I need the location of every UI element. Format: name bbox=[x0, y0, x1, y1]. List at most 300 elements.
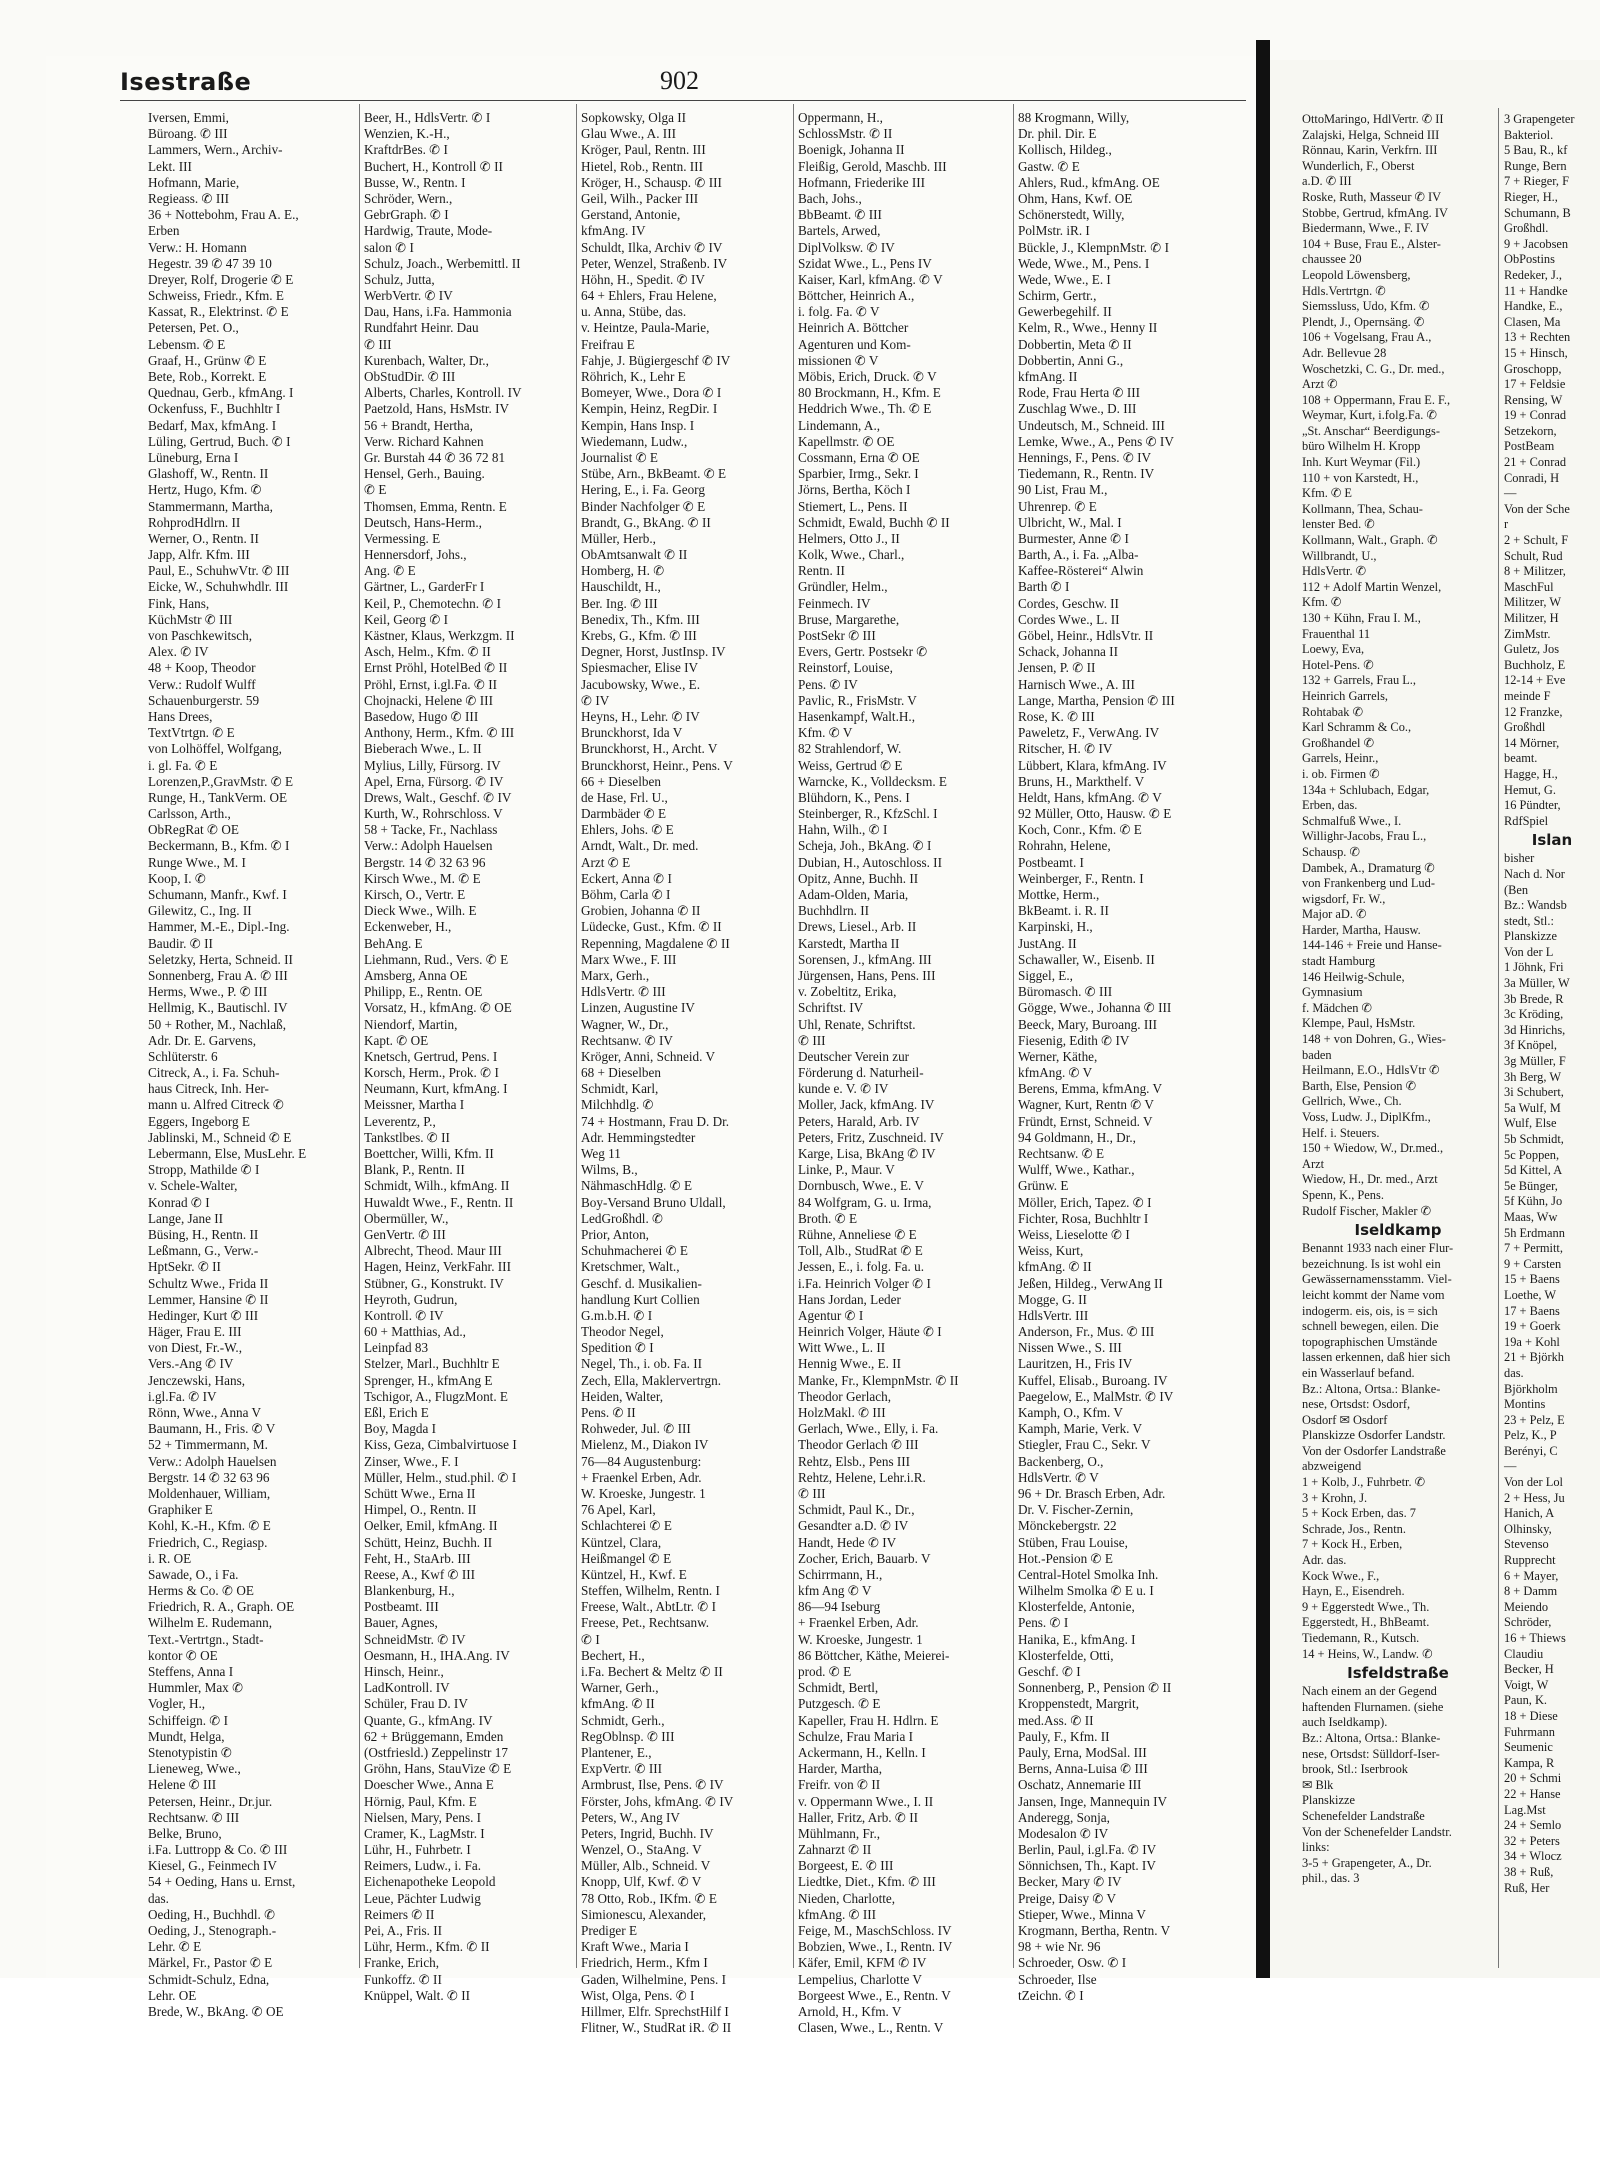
directory-entry: (Ben bbox=[1504, 882, 1529, 897]
directory-entry: Wenzel, O., StaAng. V bbox=[581, 1842, 702, 1858]
directory-entry: Rechtsanw. ✆ IV bbox=[581, 1032, 673, 1048]
directory-entry: Kamph, O., Kfm. V bbox=[1018, 1405, 1123, 1420]
directory-entry: Kock Wwe., F., bbox=[1302, 1568, 1380, 1583]
directory-entry: DiplVolksw. ✆ IV bbox=[798, 239, 895, 255]
directory-entry: Planskizze Osdorfer Landstr. bbox=[1302, 1428, 1446, 1443]
directory-entry: Schmidt, Paul K., Dr., bbox=[798, 1502, 915, 1518]
directory-entry: Ehlers, Johs. ✆ E bbox=[581, 822, 674, 838]
directory-entry: Lühr, H., Fuhrbetr. I bbox=[364, 1842, 471, 1858]
directory-entry: Fichter, Rosa, Buchhltr I bbox=[1018, 1210, 1149, 1226]
directory-entry: Alex. ✆ IV bbox=[148, 644, 209, 660]
directory-entry: Heldt, Hans, kfmAng. ✆ V bbox=[1018, 789, 1162, 805]
directory-entry: Voigt, W bbox=[1504, 1677, 1549, 1692]
directory-entry: Koop, I. ✆ bbox=[148, 870, 206, 886]
directory-entry: Konrad ✆ I bbox=[148, 1194, 210, 1210]
directory-entry: Pens. ✆ IV bbox=[798, 676, 858, 692]
directory-entry: Bomeyer, Wwe., Dora ✆ I bbox=[581, 385, 722, 401]
directory-entry: Sönnichsen, Th., Kapt. IV bbox=[1018, 1858, 1156, 1874]
directory-entry: ✉ Blk bbox=[1302, 1777, 1334, 1792]
directory-entry: Büsing, H., Rentn. II bbox=[148, 1226, 259, 1242]
directory-entry: Möbis, Erich, Druck. ✆ V bbox=[798, 369, 937, 384]
directory-entry: Meissner, Martha I bbox=[364, 1097, 465, 1113]
directory-entry: Spiesmacher, Elise IV bbox=[581, 660, 699, 676]
directory-entry: 16 + Thiews bbox=[1504, 1631, 1566, 1645]
directory-entry: Ohm, Hans, Kwf. OE bbox=[1018, 190, 1133, 206]
directory-entry: Kröger, H., Schausp. ✆ III bbox=[581, 174, 722, 190]
column-divider bbox=[793, 104, 794, 1968]
directory-entry: Pens. ✆ I bbox=[1018, 1615, 1069, 1631]
directory-entry: Lübbert, Klara, kfmAng. IV bbox=[1018, 757, 1167, 773]
directory-entry: v. Zobeltitz, Erika, bbox=[798, 984, 897, 1000]
directory-entry: Berens, Emma, kfmAng. V bbox=[1018, 1081, 1163, 1097]
directory-entry: Kempin, Heinz, RegDir. I bbox=[581, 401, 718, 417]
directory-entry: Burmester, Anne ✆ I bbox=[1018, 530, 1129, 546]
directory-entry: GenVertr. ✆ III bbox=[364, 1226, 446, 1242]
directory-entry: Agenturen und Kom- bbox=[798, 336, 911, 352]
directory-entry: Kästner, Klaus, Werkzgm. II bbox=[364, 628, 515, 643]
directory-entry: Moller, Jack, kfmAng. IV bbox=[798, 1097, 935, 1113]
directory-entry: Sprenger, H., kfmAng E bbox=[364, 1372, 493, 1388]
directory-entry: 132 + Garrels, Frau L., bbox=[1302, 673, 1417, 688]
directory-entry: Postbeamt. III bbox=[364, 1599, 439, 1615]
directory-entry: Rönnau, Karin, Verkfrn. III bbox=[1302, 143, 1438, 158]
directory-entry: nese, Ortsdst: Sülldorf-Iser- bbox=[1302, 1746, 1440, 1761]
directory-entry: brook, Stl.: Iserbrook bbox=[1302, 1762, 1408, 1777]
directory-entry: Witt Wwe., L. II bbox=[798, 1340, 886, 1356]
directory-entry: Carlsson, Arth., bbox=[148, 806, 231, 822]
directory-entry: Graaf, H., Grünw ✆ E bbox=[148, 352, 267, 368]
directory-entry: MaschFul bbox=[1504, 579, 1554, 594]
directory-entry: Preige, Daisy ✆ V bbox=[1018, 1890, 1116, 1906]
directory-entry: Verw.: Adolph Hauelsen bbox=[148, 1453, 277, 1469]
directory-entry: Barth ✆ I bbox=[1018, 579, 1070, 595]
directory-entry: 8 + Militzer, bbox=[1504, 564, 1566, 579]
directory-entry: Bedarf, Max, kfmAng. I bbox=[148, 417, 277, 433]
directory-entry: Kolk, Wwe., Charl., bbox=[798, 547, 905, 563]
directory-entry: Kretschmer, Walt., bbox=[581, 1259, 680, 1275]
directory-entry: i.Fa. Luttropp & Co. ✆ III bbox=[148, 1842, 288, 1858]
directory-entry: Kfm. ✆ bbox=[1302, 595, 1342, 610]
directory-entry: Oschatz, Annemarie III bbox=[1018, 1777, 1142, 1793]
directory-entry: Hayn, E., Eisendreh. bbox=[1302, 1584, 1405, 1599]
directory-entry: Himpel, O., Rentn. II bbox=[364, 1502, 477, 1518]
directory-entry: Nach einem an der Gegend bbox=[1302, 1684, 1437, 1699]
directory-entry: 68 + Dieselben bbox=[581, 1065, 661, 1081]
directory-entry: Stenotypistin ✆ bbox=[148, 1744, 232, 1760]
directory-entry: Montins bbox=[1504, 1397, 1546, 1412]
directory-entry: Setzekorn, bbox=[1504, 423, 1557, 438]
directory-entry: JustAng. II bbox=[1018, 935, 1077, 951]
directory-entry: HdlsVertr. ✆ III bbox=[581, 984, 666, 1000]
directory-entry: Hering, E., i. Fa. Georg bbox=[581, 482, 705, 498]
directory-entry: Drews, Walt., Geschf. ✆ IV bbox=[364, 789, 512, 805]
directory-entry: Rudolf Fischer, Makler ✆ bbox=[1302, 1203, 1431, 1218]
directory-entry: Groschopp, bbox=[1504, 361, 1562, 376]
directory-entry: ✆ III bbox=[798, 1485, 826, 1501]
directory-entry: Beeck, Mary, Buroang. III bbox=[1018, 1016, 1158, 1032]
directory-entry: Förster, Johs, kfmAng. ✆ IV bbox=[581, 1793, 734, 1809]
column-divider bbox=[359, 104, 360, 1968]
directory-entry: Heinrich A. Böttcher bbox=[798, 320, 909, 336]
directory-entry: Degner, Horst, JustInsp. IV bbox=[581, 644, 726, 660]
directory-entry: Lemmer, Hansine ✆ II bbox=[148, 1291, 269, 1307]
directory-entry: Boenigk, Johanna II bbox=[798, 142, 905, 158]
directory-entry: Grobien, Johanna ✆ II bbox=[581, 903, 701, 919]
directory-entry: Tiedemann, R., Kutsch. bbox=[1302, 1631, 1420, 1645]
directory-entry: Prior, Anton, bbox=[581, 1226, 649, 1242]
directory-entry: Willighr-Jacobs, Frau L., bbox=[1302, 829, 1427, 844]
directory-entry: Regieass. ✆ III bbox=[148, 190, 229, 206]
directory-entry: Stevenso bbox=[1504, 1537, 1549, 1552]
directory-entry: Loethe, W bbox=[1504, 1287, 1557, 1302]
directory-entry: Simionescu, Alexander, bbox=[581, 1906, 707, 1922]
directory-entry: 8 + Damm bbox=[1504, 1584, 1558, 1599]
directory-entry: Stieper, Wwe., Minna V bbox=[1018, 1906, 1146, 1922]
directory-entry: Lüneburg, Erna I bbox=[148, 449, 239, 465]
directory-entry: Thomsen, Emma, Rentn. E bbox=[364, 498, 507, 514]
directory-entry: Repenning, Magdalene ✆ II bbox=[581, 935, 730, 951]
directory-entry: Eggers, Ingeborg E bbox=[148, 1113, 250, 1129]
directory-entry: Conradi, H bbox=[1504, 470, 1560, 485]
directory-entry: Homberg, H. ✆ bbox=[581, 563, 665, 579]
directory-entry: Willbrandt, U., bbox=[1302, 548, 1377, 563]
directory-entry: Nissen Wwe., S. III bbox=[1018, 1340, 1122, 1356]
directory-entry: 3b Brede, R bbox=[1504, 991, 1564, 1006]
directory-entry: Vermessing. E bbox=[364, 530, 441, 546]
directory-entry: 21 + Björkh bbox=[1504, 1350, 1564, 1365]
directory-entry: BkBeamt. i. R. II bbox=[1018, 903, 1109, 919]
directory-entry: Verw.: Rudolf Wulff bbox=[148, 676, 256, 692]
directory-entry: Friedrich, C., Regiasp. bbox=[148, 1534, 268, 1550]
directory-entry: Schrade, Jos., Rentn. bbox=[1302, 1521, 1406, 1536]
directory-entry: Schack, Johanna II bbox=[1018, 644, 1118, 660]
directory-entry: Hietel, Rob., Rentn. III bbox=[581, 158, 703, 174]
directory-entry: Schmalfuß Wwe., I. bbox=[1302, 813, 1402, 828]
directory-entry: Heinrich Garrels, bbox=[1302, 688, 1389, 703]
directory-entry: Major aD. ✆ bbox=[1302, 907, 1367, 922]
directory-entry: Müller, Herb., bbox=[581, 530, 656, 546]
directory-entry: 86—94 Iseburg bbox=[798, 1599, 881, 1615]
directory-entry: baden bbox=[1302, 1047, 1332, 1062]
directory-entry: Kamph, Marie, Verk. V bbox=[1018, 1421, 1143, 1437]
directory-entry: Olhinsky, bbox=[1504, 1521, 1552, 1536]
directory-entry: Prediger E bbox=[581, 1923, 638, 1938]
directory-entry: Hanika, E., kfmAng. I bbox=[1018, 1631, 1136, 1647]
directory-entry: Peters, Harald, Arb. IV bbox=[798, 1113, 920, 1129]
directory-entry: Hammer, M.-E., Dipl.-Ing. bbox=[148, 919, 290, 935]
directory-entry: RohprodHdlrn. II bbox=[148, 514, 241, 530]
directory-entry: ein Wasserlauf befand. bbox=[1302, 1365, 1415, 1380]
directory-entry: Kfm. ✆ E bbox=[1302, 486, 1352, 501]
directory-entry: Wulf, Else bbox=[1504, 1116, 1557, 1131]
directory-entry: SchneidMstr. ✆ IV bbox=[364, 1631, 466, 1647]
directory-entry: PolMstr. iR. I bbox=[1018, 223, 1090, 239]
directory-entry: Leinpfad 83 bbox=[364, 1340, 429, 1356]
column-divider bbox=[1498, 108, 1499, 1968]
directory-entry: Rechtsanw. ✆ III bbox=[148, 1809, 240, 1825]
directory-entry: Ulbricht, W., Mal. I bbox=[1018, 514, 1122, 530]
directory-entry: 20 + Schmi bbox=[1504, 1771, 1562, 1786]
directory-entry: Schenefelder Landstraße bbox=[1302, 1808, 1425, 1823]
directory-entry: Kiss, Geza, Cimbalvirtuose I bbox=[364, 1437, 517, 1453]
directory-entry: Cossmann, Erna ✆ OE bbox=[798, 449, 920, 465]
directory-entry: Büroang. ✆ III bbox=[148, 126, 228, 142]
page-header bbox=[120, 64, 1246, 101]
directory-entry: ✆ III bbox=[798, 1032, 826, 1048]
directory-entry: salon ✆ I bbox=[364, 239, 414, 255]
directory-entry: 34 + Wlocz bbox=[1504, 1849, 1562, 1864]
directory-entry: 3a Müller, W bbox=[1504, 976, 1570, 991]
directory-entry: Käfer, Emil, KFM ✆ IV bbox=[798, 1955, 927, 1971]
directory-column bbox=[148, 110, 360, 2019]
directory-entry: i. R. OE bbox=[148, 1550, 192, 1566]
directory-entry: 50 + Rother, M., Nachlaß, bbox=[148, 1016, 287, 1032]
directory-entry: Oesmann, H., IHA.Ang. IV bbox=[364, 1647, 510, 1663]
directory-entry: Tankstlbes. ✆ II bbox=[364, 1129, 450, 1145]
directory-entry: Handt, Hede ✆ IV bbox=[798, 1534, 897, 1550]
directory-entry: Milchhdlg. ✆ bbox=[581, 1097, 654, 1113]
directory-entry: Eggerstedt, H., BhBeamt. bbox=[1302, 1615, 1430, 1630]
directory-entry: Lüdecke, Gust., Kfm. ✆ II bbox=[581, 919, 722, 935]
directory-entry: Hofmann, Marie, bbox=[148, 174, 240, 190]
directory-entry: Rentn. II bbox=[798, 563, 845, 579]
directory-entry: ✆ IV bbox=[581, 692, 610, 708]
directory-entry: Röhrich, K., Lehr E bbox=[581, 369, 686, 384]
directory-entry: Kollmann, Thea, Schau- bbox=[1302, 501, 1423, 516]
directory-entry: Asch, Helm., Kfm. ✆ II bbox=[364, 644, 491, 660]
directory-entry: 3 Grapengeter bbox=[1504, 112, 1575, 126]
directory-entry: Meiendo bbox=[1504, 1599, 1549, 1614]
directory-entry: 16 Pündter, bbox=[1504, 798, 1561, 813]
directory-entry: 21 + Conrad bbox=[1504, 455, 1567, 470]
directory-entry: Böttcher, Heinrich A., bbox=[798, 288, 915, 304]
directory-entry: Text.-Vertrtgn., Stadt- bbox=[148, 1631, 264, 1647]
directory-entry: Reese, A., Kwf ✆ III bbox=[364, 1566, 476, 1582]
directory-entry: HdlsVertr. ✆ V bbox=[1018, 1469, 1099, 1485]
directory-entry: Eicke, W., Schuhwhdlr. III bbox=[148, 579, 289, 595]
directory-entry: Albrecht, Theod. Maur III bbox=[364, 1243, 502, 1259]
directory-entry: i.gl.Fa. ✆ IV bbox=[148, 1388, 217, 1404]
directory-entry: Ber. Ing. ✆ III bbox=[581, 595, 658, 611]
directory-entry: leicht kommt der Name vom bbox=[1302, 1287, 1445, 1302]
directory-entry: Armbrust, Ilse, Pens. ✆ IV bbox=[581, 1777, 724, 1793]
directory-entry: Eßl, Erich E bbox=[364, 1405, 429, 1420]
directory-entry: Redeker, J., bbox=[1504, 267, 1562, 282]
directory-entry: Verw. Richard Kahnen bbox=[364, 433, 484, 449]
directory-entry: Gärtner, L., GarderFr I bbox=[364, 579, 485, 595]
directory-entry: Baudir. ✆ II bbox=[148, 935, 213, 951]
directory-entry: Großhdl bbox=[1504, 720, 1546, 735]
directory-entry: Brunckhorst, H., Archt. V bbox=[581, 741, 718, 757]
directory-entry: 3g Müller, F bbox=[1504, 1054, 1566, 1069]
directory-entry: Scheja, Joh., BkAng. ✆ I bbox=[798, 838, 932, 854]
directory-entry: 74 + Hostmann, Frau D. Dr. bbox=[581, 1113, 730, 1129]
directory-entry: Freifrau E bbox=[581, 336, 635, 352]
directory-entry: Mottke, Herm., bbox=[1018, 887, 1100, 902]
directory-entry: Gellrich, Wwe., Ch. bbox=[1302, 1094, 1402, 1109]
directory-entry: Uhrenrep. ✆ E bbox=[1018, 498, 1097, 514]
directory-entry: Backenberg, O., bbox=[1018, 1453, 1104, 1469]
directory-entry: abzweigend bbox=[1302, 1459, 1362, 1474]
directory-entry: Büromasch. ✆ III bbox=[1018, 984, 1113, 1000]
directory-entry: nese, Ortsdst: Osdorf, bbox=[1302, 1397, 1411, 1412]
directory-entry: Eichenapotheke Leopold bbox=[364, 1874, 496, 1890]
directory-entry: Schausp. ✆ bbox=[1302, 844, 1360, 859]
directory-entry: 23 + Pelz, E bbox=[1504, 1412, 1565, 1427]
directory-entry: Hertz, Hugo, Kfm. ✆ bbox=[148, 482, 262, 498]
directory-entry: Gr. Burstah 44 ✆ 36 72 81 bbox=[364, 449, 506, 465]
directory-entry: Rehtz, Elsb., Pens III bbox=[798, 1453, 911, 1469]
directory-entry: Kohl, K.-H., Kfm. ✆ E bbox=[148, 1518, 271, 1534]
directory-entry: beamt. bbox=[1504, 751, 1538, 766]
directory-entry: KüchMstr ✆ III bbox=[148, 611, 233, 627]
directory-entry: Petersen, Heinr., Dr.jur. bbox=[148, 1793, 273, 1809]
directory-entry: Gaden, Wilhelmine, Pens. I bbox=[581, 1971, 726, 1987]
directory-entry: Stiemert, L., Pens. II bbox=[798, 498, 908, 514]
directory-entry: v. Schele-Walter, bbox=[148, 1178, 238, 1194]
directory-entry: 108 + Oppermann, Frau E. F., bbox=[1302, 392, 1451, 407]
directory-entry: Anderegg, Sonja, bbox=[1018, 1809, 1110, 1825]
directory-entry: Kirsch, O., Vertr. E bbox=[364, 887, 466, 902]
directory-entry: Roske, Ruth, Masseur ✆ IV bbox=[1302, 189, 1442, 204]
directory-entry: chaussee 20 bbox=[1302, 252, 1362, 267]
directory-entry: Opitz, Anne, Buchh. II bbox=[798, 870, 919, 886]
directory-entry: WerbVertr. ✆ IV bbox=[364, 288, 453, 304]
directory-entry: Karstedt, Martha II bbox=[798, 935, 900, 951]
directory-entry: Barth, Else, Pension ✆ bbox=[1302, 1078, 1416, 1093]
directory-entry: links: bbox=[1302, 1840, 1330, 1855]
directory-entry: Feinmech. IV bbox=[798, 595, 871, 611]
directory-entry: Weg 11 bbox=[581, 1146, 621, 1161]
directory-entry: GebrGraph. ✆ I bbox=[364, 207, 449, 223]
directory-entry: 146 Heilwig-Schule, bbox=[1302, 969, 1405, 984]
directory-entry: Von der Sche bbox=[1504, 501, 1570, 516]
directory-entry: Quednau, Gerb., kfmAng. I bbox=[148, 385, 294, 401]
directory-entry: Peter, Wenzel, Straßenb. IV bbox=[581, 255, 728, 271]
directory-entry: Bauer, Agnes, bbox=[364, 1615, 438, 1631]
directory-entry: Buchert, H., Kontroll ✆ II bbox=[364, 158, 503, 174]
directory-entry: Gewerbegehilf. II bbox=[1018, 304, 1112, 320]
directory-entry: 88 Krogmann, Willy, bbox=[1018, 110, 1130, 125]
directory-entry: Karge, Lisa, BkAng ✆ IV bbox=[798, 1146, 936, 1161]
directory-entry: Pauly, F., Kfm. II bbox=[1018, 1728, 1110, 1744]
directory-entry: Tschigor, A., FlugzMont. E bbox=[364, 1388, 508, 1404]
directory-entry: Kaiser, Karl, kfmAng. ✆ V bbox=[798, 271, 943, 287]
directory-entry: Linzen, Augustine IV bbox=[581, 1000, 695, 1016]
directory-entry: Siggel, E., bbox=[1018, 967, 1073, 983]
directory-entry: Szidat Wwe., L., Pens IV bbox=[798, 255, 932, 271]
directory-entry: Arzt bbox=[1302, 1156, 1325, 1171]
directory-entry: Lauritzen, H., Fris IV bbox=[1018, 1356, 1133, 1372]
directory-entry: 22 + Hanse bbox=[1504, 1786, 1561, 1801]
directory-entry: 12 Franzke, bbox=[1504, 704, 1563, 719]
directory-entry: Dr. phil. Dir. E bbox=[1018, 126, 1097, 142]
directory-entry: HdlsVertr. ✆ bbox=[1302, 564, 1367, 579]
directory-entry: Dobbertin, Meta ✆ II bbox=[1018, 336, 1132, 352]
directory-entry: Jablinski, M., Schneid ✆ E bbox=[148, 1129, 292, 1145]
directory-entry: Nieden, Charlotte, bbox=[798, 1890, 896, 1906]
directory-entry: ✆ III bbox=[364, 336, 392, 352]
directory-entry: Geil, Wilh., Packer III bbox=[581, 190, 699, 206]
directory-entry: Borgeest, E. ✆ III bbox=[798, 1858, 894, 1874]
directory-entry: Bete, Rob., Korrekt. E bbox=[148, 369, 267, 384]
directory-entry: Kapeller, Frau H. Hdlrn. E bbox=[798, 1712, 939, 1728]
directory-entry: Krebs, G., Kfm. ✆ III bbox=[581, 628, 697, 643]
directory-entry: Friedrich, Herm., Kfm I bbox=[581, 1955, 708, 1971]
directory-entry: Schauenburgerstr. 59 bbox=[148, 692, 260, 708]
directory-entry: Bobzien, Wwe., I., Rentn. IV bbox=[798, 1939, 953, 1955]
directory-entry: ✆ I bbox=[581, 1631, 600, 1647]
directory-entry: Alberts, Charles, Kontroll. IV bbox=[364, 385, 522, 401]
directory-entry: Kapellmstr. ✆ OE bbox=[798, 433, 895, 449]
directory-entry: Bz.: Wandsb bbox=[1504, 898, 1567, 913]
directory-entry: Zech, Ella, Maklervertrgn. bbox=[581, 1372, 722, 1388]
directory-entry: Schröder, Wern., bbox=[364, 190, 453, 206]
directory-entry: Barth, A., i. Fa. „Alba- bbox=[1018, 547, 1139, 563]
directory-entry: Oeding, H., Buchhdl. ✆ bbox=[148, 1906, 276, 1922]
directory-entry: stadt Hamburg bbox=[1302, 954, 1376, 969]
directory-entry: Gewässernamensstamm. Viel- bbox=[1302, 1272, 1452, 1287]
directory-entry: Quante, G., kfmAng. IV bbox=[364, 1712, 493, 1728]
book-gutter bbox=[1256, 40, 1270, 1978]
directory-entry: Paegelow, E., MalMstr. ✆ IV bbox=[1018, 1388, 1174, 1404]
directory-entry: 9 + Jacobsen bbox=[1504, 236, 1569, 251]
directory-entry: Zalajski, Helga, Schneid III bbox=[1302, 127, 1440, 142]
directory-entry: Schirrmann, H., bbox=[798, 1566, 883, 1582]
directory-entry: prod. ✆ E bbox=[798, 1664, 852, 1679]
directory-entry: Märkel, Fr., Pastor ✆ E bbox=[148, 1955, 273, 1971]
directory-entry: Ahlers, Rud., kfmAng. OE bbox=[1018, 174, 1160, 190]
directory-entry: G.m.b.H. ✆ I bbox=[581, 1307, 653, 1323]
directory-entry: Rode, Frau Herta ✆ III bbox=[1018, 385, 1141, 401]
directory-entry: Berns, Anna-Luisa ✆ III bbox=[1018, 1761, 1148, 1777]
directory-entry: 78 Otto, Rob., IKfm. ✆ E bbox=[581, 1890, 717, 1906]
directory-entry: Klosterfelde, Antonie, bbox=[1018, 1599, 1135, 1615]
directory-entry: Hensel, Gerh., Bauing. bbox=[364, 466, 485, 482]
directory-entry: Inh. Kurt Weymar (Fil.) bbox=[1302, 455, 1421, 470]
directory-entry: Wiedemann, Ludw., bbox=[581, 433, 688, 449]
directory-entry: ✆ E bbox=[364, 482, 387, 498]
directory-entry: 38 + Ruß, bbox=[1504, 1864, 1554, 1879]
directory-entry: Schriftst. IV bbox=[798, 1000, 864, 1016]
directory-entry: Schlüterstr. 6 bbox=[148, 1048, 218, 1064]
directory-entry: lenster Bed. ✆ bbox=[1302, 517, 1375, 532]
directory-entry: Busse, W., Rentn. I bbox=[364, 174, 466, 190]
directory-entry: Lehr. OE bbox=[148, 1987, 197, 2003]
directory-entry: Heyroth, Gudrun, bbox=[364, 1291, 458, 1307]
directory-entry: Jörns, Bertha, Köch I bbox=[798, 482, 911, 498]
directory-entry: Fahje, J. Bügiergeschf ✆ IV bbox=[581, 352, 731, 368]
directory-entry: RegOblnsp. ✆ III bbox=[581, 1728, 675, 1744]
directory-entry: missionen ✆ V bbox=[798, 352, 879, 368]
directory-entry: 17 + Baens bbox=[1504, 1303, 1560, 1318]
directory-column bbox=[364, 110, 576, 2003]
directory-entry: Undeutsch, M., Schneid. III bbox=[1018, 417, 1165, 433]
directory-entry: Gerlach, Wwe., Elly, i. Fa. bbox=[798, 1421, 939, 1437]
directory-entry: Kurenbach, Walter, Dr., bbox=[364, 352, 489, 368]
directory-entry: Lemke, Wwe., A., Pens ✆ IV bbox=[1018, 433, 1174, 449]
directory-entry: Bergstr. 14 ✆ 32 63 96 bbox=[148, 1469, 270, 1485]
directory-entry: 64 + Ehlers, Frau Helene, bbox=[581, 288, 717, 304]
directory-entry: Kaffee-Rösterei“ Alwin bbox=[1018, 563, 1144, 579]
directory-entry: Knopp, Ulf, Kwf. ✆ V bbox=[581, 1874, 702, 1890]
directory-entry: Adr. Bellevue 28 bbox=[1302, 345, 1387, 360]
directory-entry: Schirm, Gertr., bbox=[1018, 288, 1097, 304]
directory-entry: Heiden, Walter, bbox=[581, 1388, 664, 1404]
directory-entry: Spedition ✆ I bbox=[581, 1340, 654, 1356]
directory-entry: Rieger, H., bbox=[1504, 189, 1558, 204]
directory-entry: Stammermann, Martha, bbox=[148, 498, 273, 514]
